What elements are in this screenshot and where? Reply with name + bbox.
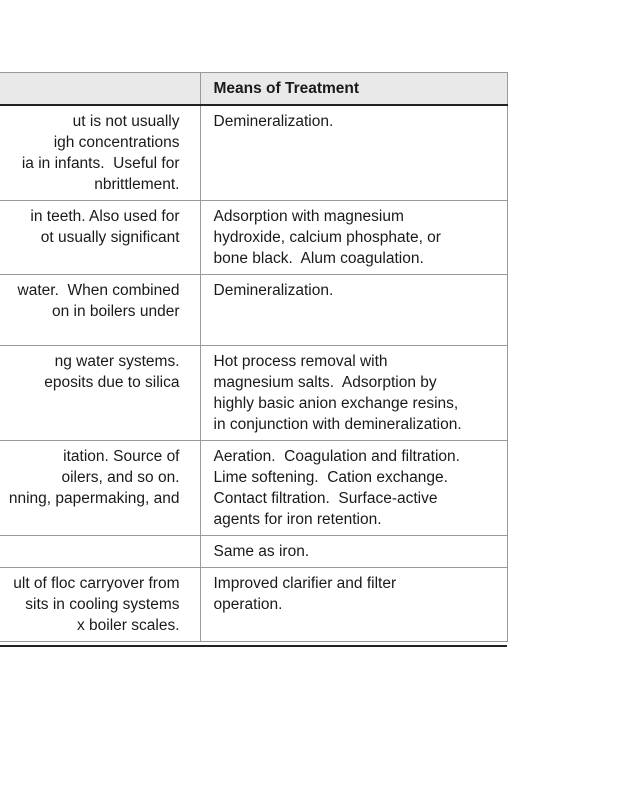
table-row [0, 105, 507, 201]
table-row [0, 201, 507, 275]
table-cell-description: ut is not usually igh concentrations ia in infants. Useful for nbrittlement. [0, 105, 200, 201]
table-cell-treatment: Same as iron. [200, 536, 507, 568]
table-cell-description: ng water systems. eposits due to silica [0, 346, 200, 441]
table-cell-treatment: Adsorption with magnesium hydroxide, calcium phosphate, or bone black. Alum coagulation. [200, 201, 507, 275]
table-cell-description: water. When combined on in boilers under [0, 275, 200, 346]
table-row [0, 346, 507, 441]
header-cell-means-of-treatment: Means of Treatment [200, 73, 507, 106]
table-row [0, 275, 507, 346]
table-cell-description: itation. Source of oilers, and so on. nning, papermaking, and [0, 441, 200, 536]
table-cell-treatment: Demineralization. [200, 275, 507, 346]
table-cell-treatment: Improved clarifier and filter operation. [200, 568, 507, 642]
table-cell-treatment: Hot process removal with magnesium salts. Adsorption by highly basic anion exchange resins, in conjunction with demineralization. [200, 346, 507, 441]
table-header-row [0, 73, 507, 106]
table-row [0, 536, 507, 568]
table-cell-treatment: Demineralization. [200, 105, 507, 201]
table-bottom-rule [0, 645, 507, 647]
table-row [0, 441, 507, 536]
header-cell-problem [0, 73, 200, 106]
water-treatment-table [0, 72, 508, 642]
table-cell-treatment: Aeration. Coagulation and filtration. Lime softening. Cation exchange. Contact filtration. Surface-active agents for iron retention. [200, 441, 507, 536]
table-cell-description [0, 536, 200, 568]
table-cell-description: ult of floc carryover from sits in cooling systems x boiler scales. [0, 568, 200, 642]
table-cell-description: in teeth. Also used for ot usually significant [0, 201, 200, 275]
table-row [0, 568, 507, 642]
